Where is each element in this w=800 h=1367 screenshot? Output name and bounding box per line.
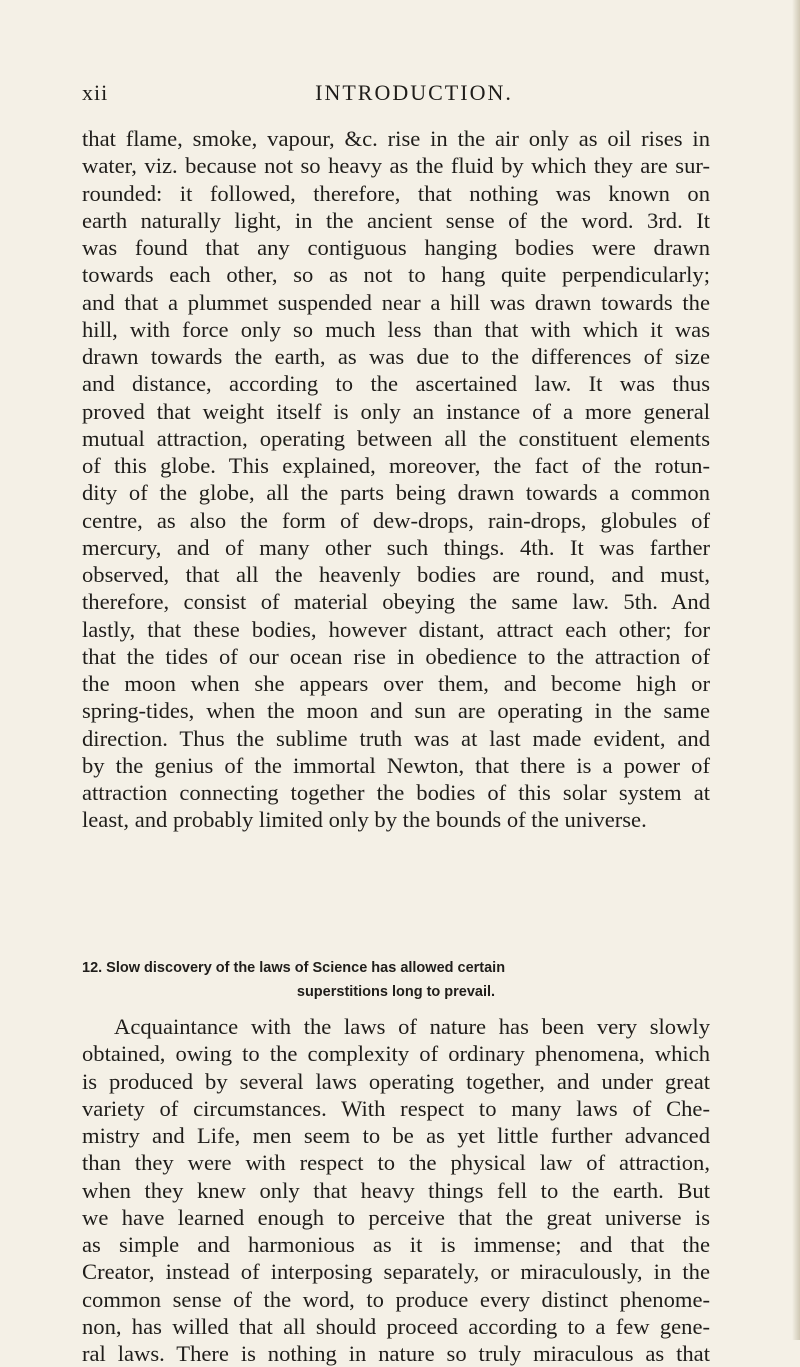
paragraph-1 (82, 125, 710, 834)
text-line: and that a plummet suspended near a hill was drawn towards the (82, 289, 710, 315)
text-line: non, has willed that all should proceed according to a few gene- (82, 1313, 710, 1339)
text-line: obtained, owing to the complexity of ordinary phenomena, which (82, 1041, 710, 1067)
text-line: mistry and Life, men seem to be as yet little further advanced (82, 1123, 710, 1148)
text-line: Acquaintance with the laws of nature has been very slowly (114, 1014, 710, 1039)
section-heading-line: 12. Slow discovery of the laws of Science has allowed certain (82, 960, 506, 976)
text-line: that the tides of our ocean rise in obedience to the attraction of (82, 643, 710, 669)
text-line: therefore, consist of material obeying the same law. 5th. And (82, 589, 710, 615)
text-line: was found that any contiguous hanging bodies were drawn (82, 235, 710, 260)
text-line: spring-tides, when the moon and sun are operating in the same (82, 698, 710, 724)
text-line: by the genius of the immortal Newton, that there is a power of (82, 752, 710, 778)
section-heading (82, 956, 710, 1004)
page-header (82, 80, 710, 110)
text-line: lastly, that these bodies, however distant, attract each other; for (82, 616, 710, 642)
text-line: that flame, smoke, vapour, &c. rise in the air only as oil rises in (82, 126, 710, 151)
paragraph-2 (82, 1013, 710, 1367)
text-line: we have learned enough to perceive that the great universe is (82, 1204, 710, 1230)
text-line: and distance, according to the ascertained law. It was thus (82, 371, 710, 397)
running-title: INTRODUCTION. (315, 80, 513, 105)
text-line: Creator, instead of interposing separately, or miraculously, in the (82, 1259, 710, 1285)
text-line: rounded: it followed, therefore, that nothing was known on (82, 180, 710, 206)
text-line: observed, that all the heavenly bodies are round, and must, (82, 562, 710, 587)
text-line: least, and probably limited only by the bounds of the universe. (82, 807, 647, 833)
text-line: water, viz. because not so heavy as the fluid by which they are sur- (82, 153, 710, 179)
text-line: earth naturally light, in the ancient sense of the word. 3rd. It (82, 207, 710, 233)
text-line: mutual attraction, operating between all the constituent elements (82, 425, 710, 451)
text-line: hill, with force only so much less than that with which it was (82, 316, 710, 342)
text-line: towards each other, so as not to hang quite perpendicularly; (82, 262, 710, 288)
text-line: when they knew only that heavy things fell to the earth. But (82, 1177, 710, 1203)
text-line: dity of the globe, all the parts being drawn towards a common (82, 480, 710, 506)
text-line: direction. Thus the sublime truth was at last made evident, and (82, 725, 710, 751)
text-line: attraction connecting together the bodies of this solar system at (82, 780, 710, 805)
page-edge-shadow (792, 0, 800, 1340)
text-line: as simple and harmonious as it is immense; and that the (82, 1232, 710, 1257)
text-line: the moon when she appears over them, and become high or (82, 671, 710, 696)
text-line: of this globe. This explained, moreover, the fact of the rotun- (82, 453, 710, 478)
text-line: mercury, and of many other such things. 4th. It was farther (82, 534, 710, 560)
page-number: xii (82, 80, 109, 105)
text-line: drawn towards the earth, as was due to the differences of size (82, 344, 710, 369)
text-line: ral laws. There is nothing in nature so truly miraculous as that (82, 1341, 710, 1366)
text-line: variety of circumstances. With respect to many laws of Che- (82, 1095, 710, 1121)
text-line: centre, as also the form of dew-drops, rain-drops, globules of (82, 507, 710, 533)
text-line: than they were with respect to the physical law of attraction, (82, 1150, 710, 1176)
section-heading-line: superstitions long to prevail. (296, 984, 496, 1000)
text-line: is produced by several laws operating together, and under great (82, 1068, 710, 1094)
text-line: proved that weight itself is only an instance of a more general (82, 398, 710, 424)
text-line: common sense of the word, to produce every distinct phenome- (82, 1286, 710, 1312)
